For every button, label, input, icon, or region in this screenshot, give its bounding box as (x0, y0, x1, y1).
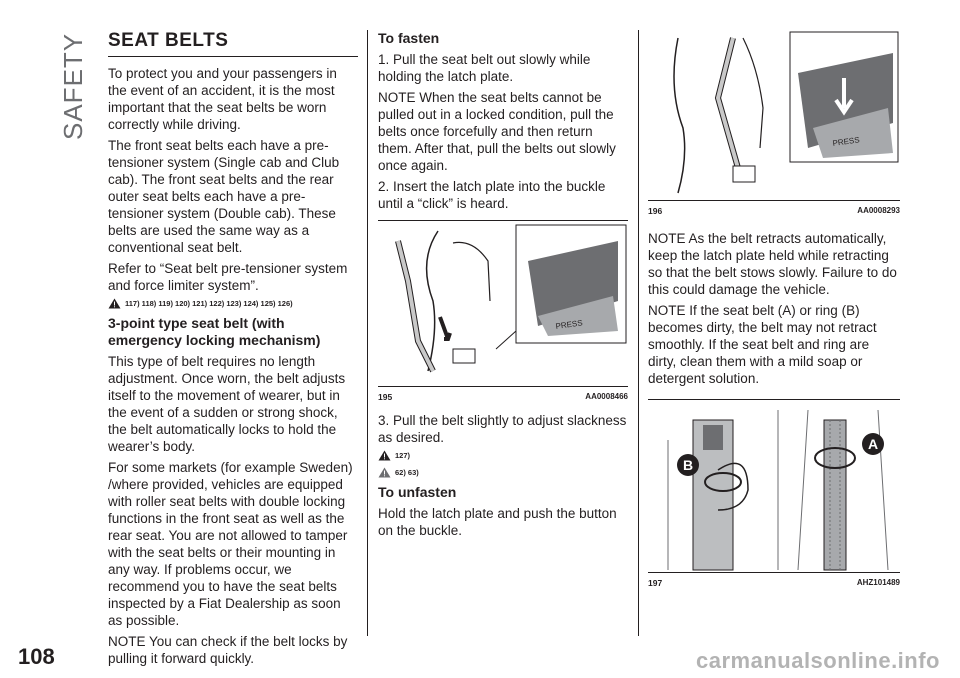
column-divider (367, 30, 368, 636)
warning-reference (378, 450, 628, 461)
unfastening-illustration (648, 28, 900, 200)
figure-caption (648, 201, 900, 216)
label-a: A (867, 436, 879, 452)
paragraph: 2. Insert the latch plate into the buckle until a “click” is heard. (378, 179, 606, 211)
press-label: PRESS (832, 135, 861, 148)
warning-refs: 117) 118) 119) 120) 121) 122) 123) 124) 125) 126) (125, 299, 293, 308)
label-b: B (682, 457, 694, 473)
figure-196 (648, 28, 900, 201)
warning-reference (108, 298, 358, 309)
press-label: PRESS (555, 318, 584, 331)
column-divider (638, 30, 639, 636)
paragraph: NOTE If the seat belt (A) or ring (B) becomes dirty, the belt may not retract smoothly. If the seat belt and ring are dirty, clean them with a mild soap or detergent solution. (648, 303, 877, 386)
warning-refs: 127) (395, 451, 411, 460)
paragraph: To protect you and your passengers in the event of an accident, it is the most important that the seat belts be worn correctly while driving. (108, 66, 337, 132)
section-title: SEAT BELTS (108, 30, 358, 57)
column-1 (108, 30, 358, 671)
paragraph: Refer to “Seat belt pre-tensioner system and force limiter system”. (108, 261, 348, 293)
subheading: 3-point type seat belt (with emergency locking mechanism) (108, 315, 321, 348)
column-2 (378, 30, 628, 543)
figure-code: AHZ101489 (856, 578, 900, 587)
fastening-illustration (378, 221, 628, 386)
warning-triangle-icon (378, 450, 391, 461)
figure-code: AA0008293 (857, 206, 900, 215)
figure-number: 196 (648, 206, 663, 216)
heading-to-unfasten: To unfasten (378, 484, 457, 500)
paragraph: NOTE As the belt retracts automatically, keep the latch plate held while retracting so that the belt stows slowly. Failure to do this could damage the vehicle. (648, 231, 897, 297)
figure-195 (378, 220, 628, 387)
figure-caption (648, 573, 900, 588)
figure-number: 197 (648, 578, 663, 588)
warning-triangle-icon (108, 298, 121, 309)
paragraph: 3. Pull the belt slightly to adjust slackness as desired. (378, 413, 627, 445)
watermark: carmanualsonline.info (696, 648, 940, 673)
figure-code: AA0008466 (585, 392, 628, 401)
figure-caption (378, 387, 628, 402)
paragraph: This type of belt requires no length adjustment. Once worn, the belt adjusts itself to the movement of wearer, but in the event of a sudden or strong shock, the belt automatically locks to hold the wearer’s body. (108, 354, 346, 454)
caution-icon (378, 467, 391, 478)
figure-number: 195 (378, 392, 393, 402)
column-3 (648, 30, 900, 588)
figure-197 (648, 399, 900, 573)
heading-to-fasten: To fasten (378, 30, 440, 46)
paragraph: The front seat belts each have a pre-tensioner system (Single cab and Club cab). The front seat belts and the rear outer seat belts each have a pre-tensioner system (Double cab). These belts are used the same way as a conventional seat belt. (108, 138, 340, 255)
paragraph: For some markets (for example Sweden) /where provided, vehicles are equipped with roller seat belts with double locking functions in the front seat as well as the rear seat. You are not allowed to tamper with the seat belts or their mounting in any way. If problems occur, we recommend you to have the seat belts inspected by a Fiat Dealership as soon as possible. (108, 460, 353, 628)
paragraph: NOTE When the seat belts cannot be pulled out in a locked condition, pull the belts once forcefully and then return them. After that, pull the belts out slowly once again. (378, 90, 616, 173)
caution-refs: 62) 63) (395, 468, 419, 477)
belt-ring-illustration (648, 400, 900, 572)
caution-reference (378, 467, 628, 478)
page-number: 108 (18, 644, 55, 669)
paragraph: 1. Pull the seat belt out slowly while holding the latch plate. (378, 52, 591, 84)
paragraph: Hold the latch plate and push the button on the buckle. (378, 506, 617, 538)
section-side-label: SAFETY (58, 32, 88, 140)
paragraph: NOTE You can check if the belt locks by pulling it forward quickly. (108, 634, 348, 666)
